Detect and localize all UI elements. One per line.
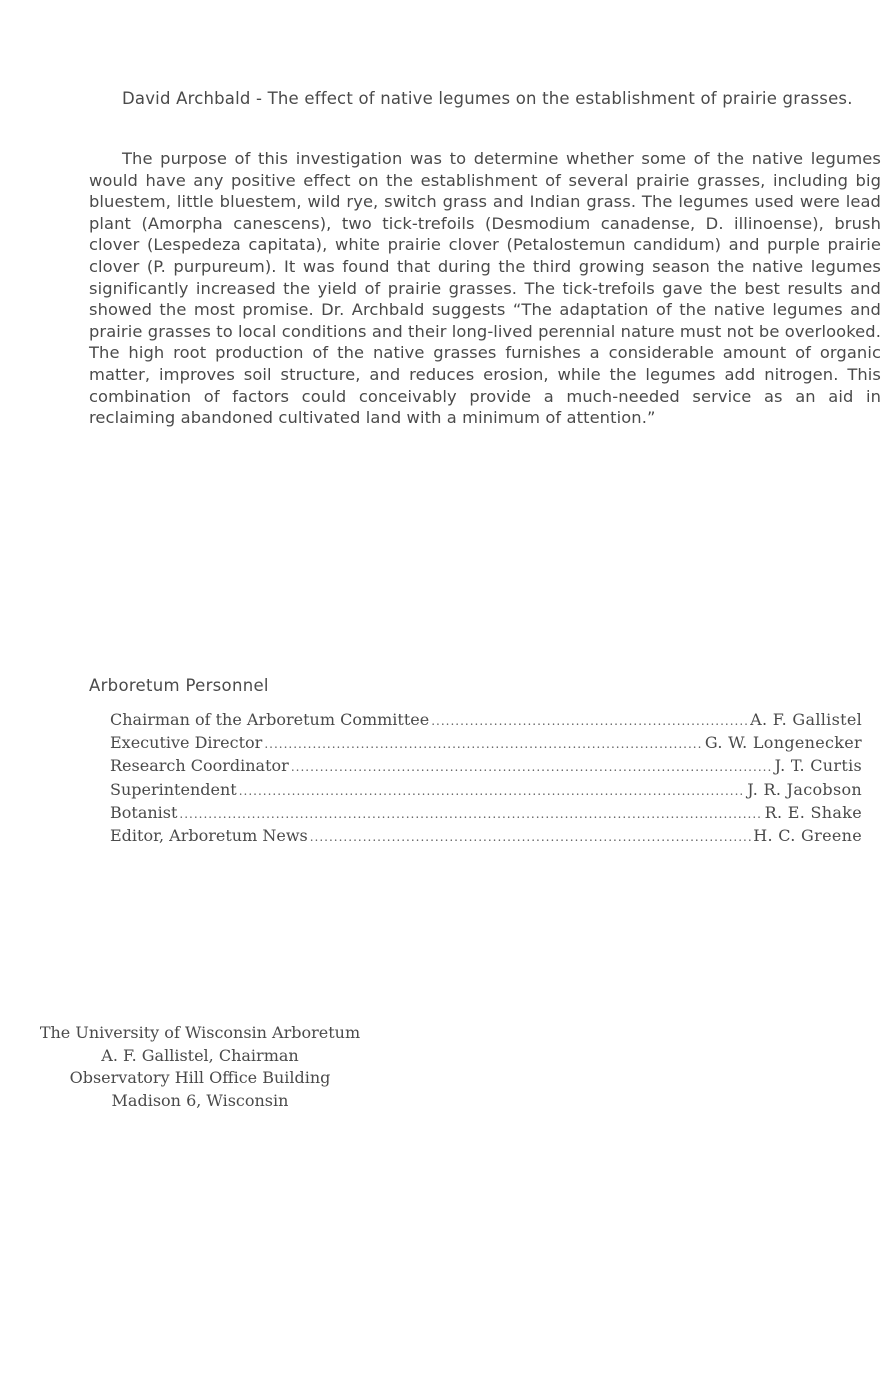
dot-leader (431, 710, 748, 732)
abstract-heading: David Archbald - The effect of native legumes on the establishment of prairie grasses. (122, 89, 853, 108)
dot-leader (179, 803, 762, 825)
address-building: Observatory Hill Office Building (69, 1068, 331, 1087)
dot-leader (291, 756, 773, 778)
personnel-role: Superintendent (110, 779, 237, 799)
personnel-name: H. C. Greene (753, 826, 862, 846)
personnel-name: G. W. Longenecker (704, 733, 862, 753)
personnel-row (110, 709, 862, 732)
personnel-role: Chairman of the Arboretum Committee (110, 710, 430, 729)
personnel-title: Arboretum Personnel (89, 676, 269, 695)
personnel-name: A. F. Gallistel (750, 710, 862, 729)
personnel-row (110, 755, 862, 778)
address-institution: The University of Wisconsin Arboretum (39, 1023, 361, 1042)
personnel-name: J. T. Curtis (774, 756, 862, 776)
dot-leader (264, 733, 703, 755)
personnel-row (110, 825, 862, 848)
dot-leader (239, 780, 746, 802)
personnel-name: R. E. Shake (764, 802, 862, 822)
address-chairman: A. F. Gallistel, Chairman (101, 1045, 299, 1065)
abstract-body: The purpose of this investigation was to determine whether some of the native legumes would have any positive effect on the establishment of several prairie grasses, including big bluestem, little bluestem, wild rye, switch grass and Indian grass. The legumes used were lead plant (Amorpha canescens), two tick-trefoils (Desmodium canadense, D. illinoense), brush clover (Lespedeza capitata), white prairie clover (Petalostemun candidum) and purple prairie clover (P. purpureum). It was found that during the third growing season the native legumes significantly increased the yield of prairie grasses. The tick-trefoils gave the best results and showed the most promise. Dr. Archbald suggests “The adaptation of the native legumes and prairie grasses to local conditions and their long-lived perennial nature must not be overlooked. The high root production of the native grasses furnishes a considerable amount of organic matter, improves soil structure, and reduces erosion, while the legumes add nitrogen. This combination of factors could conceivably provide a much-needed service as an aid in reclaiming abandoned cultivated land with a minimum of attention.” (89, 149, 881, 428)
personnel-name: J. R. Jacobson (747, 779, 862, 799)
personnel-row (110, 732, 862, 755)
personnel-row (110, 779, 862, 802)
personnel-role: Editor, Arboretum News (110, 826, 308, 846)
dot-leader (310, 826, 752, 848)
address-city: Madison 6, Wisconsin (111, 1090, 289, 1110)
personnel-row (110, 802, 862, 825)
personnel-role: Botanist (110, 802, 178, 822)
personnel-list (110, 709, 862, 848)
personnel-role: Executive Director (110, 733, 263, 753)
mailing-address (14, 1022, 386, 1112)
personnel-role: Research Coordinator (110, 756, 289, 776)
